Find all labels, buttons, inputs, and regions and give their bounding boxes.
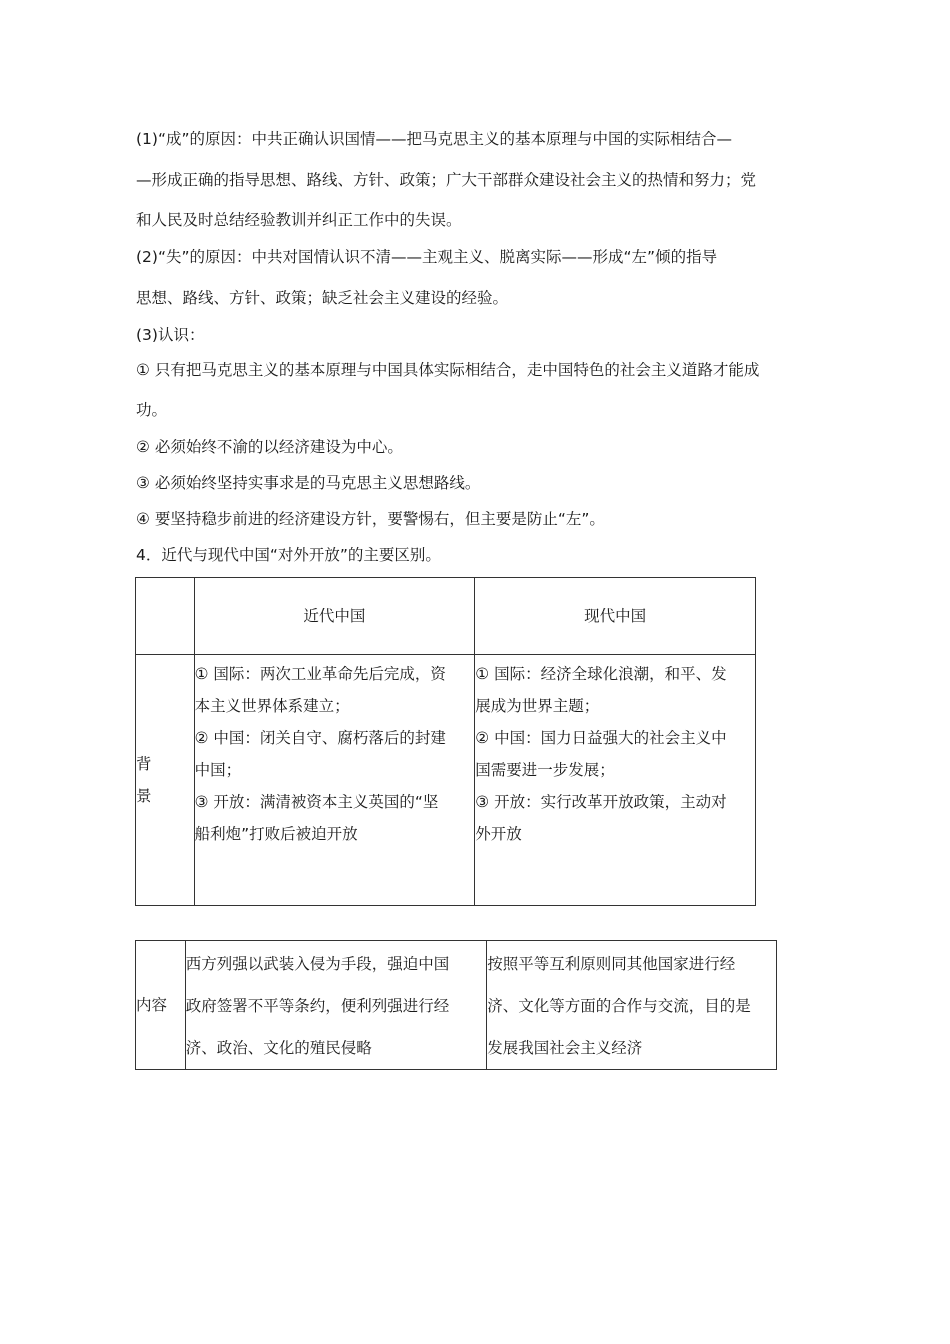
row-label-background-char2: 景 xyxy=(136,787,152,805)
cell-background-modern xyxy=(194,655,475,906)
cell-line: 济、文化等方面的合作与交流，目的是 xyxy=(487,997,751,1015)
paragraph-failure-reasons-line2: 思想、路线、方针、政策；缺乏社会主义建设的经验。 xyxy=(136,289,509,307)
cell-line: 发展我国社会主义经济 xyxy=(487,1039,643,1057)
comparison-table-content xyxy=(135,940,777,1070)
header-modern-china: 近代中国 xyxy=(194,578,475,655)
table-row-content xyxy=(136,941,777,1070)
table-header-row xyxy=(136,578,756,655)
paragraph-understanding-1-line1: ① 只有把马克思主义的基本原理与中国具体实际相结合，走中国特色的社会主义道路才能成 xyxy=(136,361,760,379)
cell-line: ① 国际：经济全球化浪潮，和平、发 xyxy=(475,665,727,683)
cell-line: 按照平等互利原则同其他国家进行经 xyxy=(487,955,736,973)
cell-line: ② 中国：闭关自守、腐朽落后的封建 xyxy=(194,729,446,747)
cell-line: 济、政治、文化的殖民侵略 xyxy=(185,1039,372,1057)
paragraph-success-reasons-line3: 和人民及时总结经验教训并纠正工作中的失误。 xyxy=(136,211,462,229)
cell-line: 西方列强以武装入侵为手段，强迫中国 xyxy=(185,955,450,973)
cell-line: ③ 开放：实行改革开放政策，主动对 xyxy=(475,793,727,811)
comparison-table-background xyxy=(135,577,756,906)
row-label-content: 内容 xyxy=(136,941,186,1070)
cell-line: 政府签署不平等条约，便利列强进行经 xyxy=(185,997,450,1015)
paragraph-understanding-3: ③ 必须始终坚持实事求是的马克思主义思想路线。 xyxy=(136,474,481,492)
cell-line: 中国； xyxy=(194,761,242,779)
cell-line: ① 国际：两次工业革命先后完成，资 xyxy=(194,665,446,683)
paragraph-understanding-heading: (3)认识： xyxy=(136,326,205,344)
cell-line: 国需要进一步发展； xyxy=(475,761,615,779)
cell-line: ② 中国：国力日益强大的社会主义中 xyxy=(475,729,727,747)
paragraph-success-reasons-line2: —形成正确的指导思想、路线、方针、政策；广大干部群众建设社会主义的热情和努力；党 xyxy=(136,171,757,189)
cell-line: 船利炮”打败后被迫开放 xyxy=(194,825,358,843)
cell-line: 展成为世界主题； xyxy=(475,697,600,715)
cell-line: 外开放 xyxy=(475,825,522,843)
paragraph-failure-reasons-line1: (2)“失”的原因：中共对国情认识不清——主观主义、脱离实际——形成“左”倾的指导 xyxy=(136,248,718,266)
paragraph-understanding-1-line2: 功。 xyxy=(136,401,168,419)
row-label-background xyxy=(136,655,195,906)
paragraph-success-reasons-line1: (1)“成”的原因：中共正确认识国情——把马克思主义的基本原理与中国的实际相结合— xyxy=(136,130,733,148)
table-header-empty-cell xyxy=(136,578,195,655)
cell-content-contemporary xyxy=(487,941,777,1070)
cell-line: 本主义世界体系建立； xyxy=(194,697,350,715)
cell-background-contemporary xyxy=(475,655,756,906)
paragraph-understanding-4: ④ 要坚持稳步前进的经济建设方针，要警惕右，但主要是防止“左”。 xyxy=(136,510,605,528)
header-contemporary-china: 现代中国 xyxy=(475,578,756,655)
paragraph-understanding-2: ② 必须始终不渝的以经济建设为中心。 xyxy=(136,438,403,456)
cell-line: ③ 开放：满清被资本主义英国的“坚 xyxy=(194,793,439,811)
table-row-background xyxy=(136,655,756,906)
row-label-background-char1: 背 xyxy=(136,755,152,773)
cell-content-modern xyxy=(185,941,487,1070)
question-4-heading: 4．近代与现代中国“对外开放”的主要区别。 xyxy=(136,546,441,564)
